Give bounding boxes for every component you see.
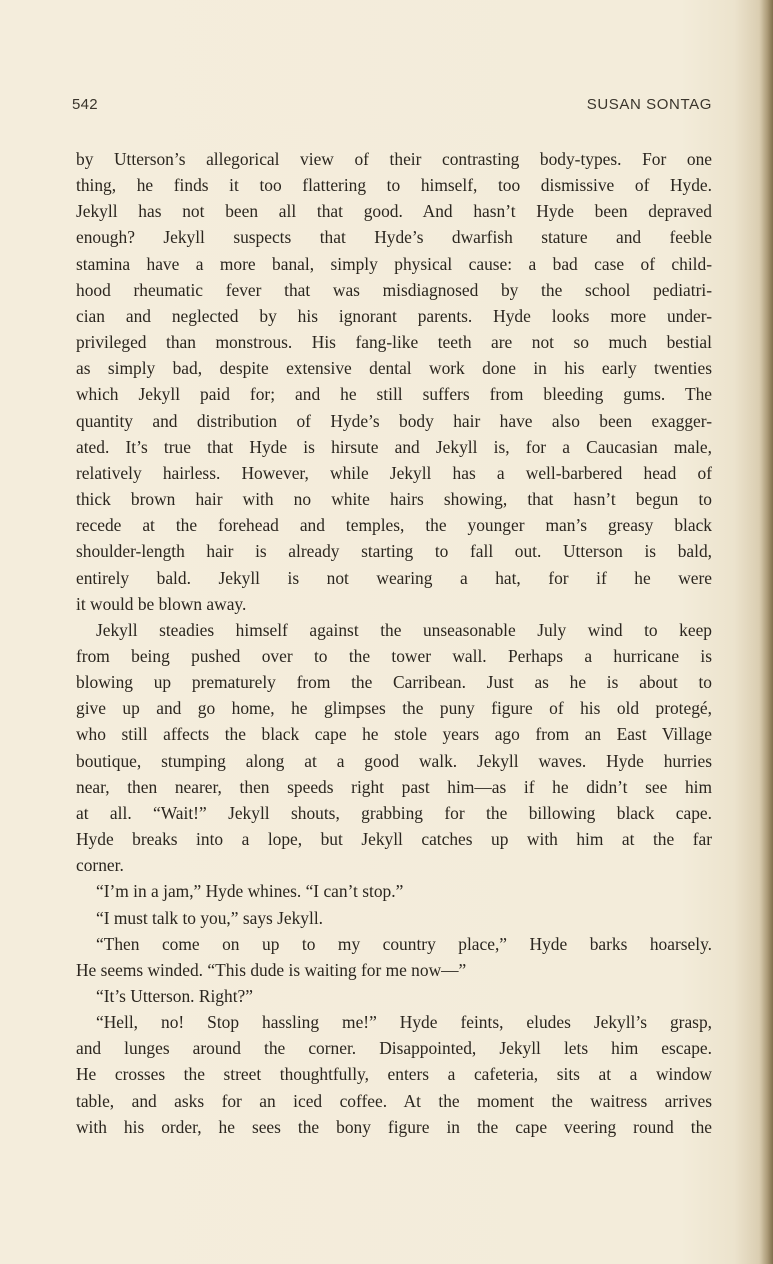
text-line: hood rheumatic fever that was misdiagnosed by the school pediatri- xyxy=(76,279,712,300)
body-text xyxy=(76,146,712,1140)
text-line: “Hell, no! Stop hassling me!” Hyde feints, eludes Jekyll’s grasp, xyxy=(96,1012,712,1033)
text-line: “I must talk to you,” says Jekyll. xyxy=(96,907,324,928)
text-line: enough? Jekyll suspects that Hyde’s dwarfish stature and feeble xyxy=(76,227,712,248)
text-line: it would be blown away. xyxy=(76,593,247,614)
text-line: blowing up prematurely from the Carribean. Just as he is about to xyxy=(76,672,712,693)
text-line: stamina have a more banal, simply physical cause: a bad case of child- xyxy=(76,253,712,274)
page-header xyxy=(72,96,712,120)
running-head: SUSAN SONTAG xyxy=(586,96,712,113)
text-line: from being pushed over to the tower wall. Perhaps a hurricane is xyxy=(76,645,712,666)
text-line: corner. xyxy=(76,855,124,876)
text-line: and lunges around the corner. Disappointed, Jekyll lets him escape. xyxy=(76,1038,712,1059)
text-line: He crosses the street thoughtfully, enters a cafeteria, sits at a window xyxy=(76,1064,712,1085)
page-gutter-shadow xyxy=(759,0,773,1264)
text-line: “I’m in a jam,” Hyde whines. “I can’t stop.” xyxy=(96,881,404,902)
text-line: Jekyll has not been all that good. And hasn’t Hyde been depraved xyxy=(76,201,712,222)
text-line: entirely bald. Jekyll is not wearing a hat, for if he were xyxy=(76,567,712,588)
text-line: “Then come on up to my country place,” Hyde barks hoarsely. xyxy=(96,933,712,954)
text-line: Jekyll steadies himself against the unseasonable July wind to keep xyxy=(96,619,712,640)
text-line: quantity and distribution of Hyde’s body hair have also been exagger- xyxy=(76,410,712,431)
text-line: thing, he finds it too flattering to himself, too dismissive of Hyde. xyxy=(76,175,712,196)
text-line: shoulder-length hair is already starting to fall out. Utterson is bald, xyxy=(76,541,712,562)
text-line: ated. It’s true that Hyde is hirsute and Jekyll is, for a Caucasian male, xyxy=(76,436,712,457)
text-line: “It’s Utterson. Right?” xyxy=(96,986,253,1006)
text-line: thick brown hair with no white hairs showing, that hasn’t begun to xyxy=(76,489,712,510)
text-line: table, and asks for an iced coffee. At the moment the waitress arrives xyxy=(76,1090,712,1111)
text-line: Hyde breaks into a lope, but Jekyll catches up with him at the far xyxy=(76,829,712,850)
text-line: as simply bad, despite extensive dental work done in his early twenties xyxy=(76,358,712,379)
text-line: at all. “Wait!” Jekyll shouts, grabbing for the billowing black cape. xyxy=(76,802,712,823)
text-line: He seems winded. “This dude is waiting for me now—” xyxy=(76,959,467,980)
text-line: with his order, he sees the bony figure in the cape veering round the xyxy=(76,1116,712,1137)
page-number: 542 xyxy=(72,96,98,113)
text-line: cian and neglected by his ignorant parents. Hyde looks more under- xyxy=(76,305,712,326)
text-line: boutique, stumping along at a good walk. Jekyll waves. Hyde hurries xyxy=(76,750,712,771)
text-line: recede at the forehead and temples, the younger man’s greasy black xyxy=(76,515,712,536)
text-line: by Utterson’s allegorical view of their contrasting body-types. For one xyxy=(76,149,712,169)
text-line: which Jekyll paid for; and he still suffers from bleeding gums. The xyxy=(76,384,712,405)
text-line: who still affects the black cape he stole years ago from an East Village xyxy=(76,724,712,745)
text-line: privileged than monstrous. His fang-like teeth are not so much bestial xyxy=(76,332,712,353)
text-line: near, then nearer, then speeds right past him—as if he didn’t see him xyxy=(76,776,712,797)
text-line: give up and go home, he glimpses the puny figure of his old protegé, xyxy=(76,698,712,719)
text-line: relatively hairless. However, while Jekyll has a well-barbered head of xyxy=(76,462,712,483)
